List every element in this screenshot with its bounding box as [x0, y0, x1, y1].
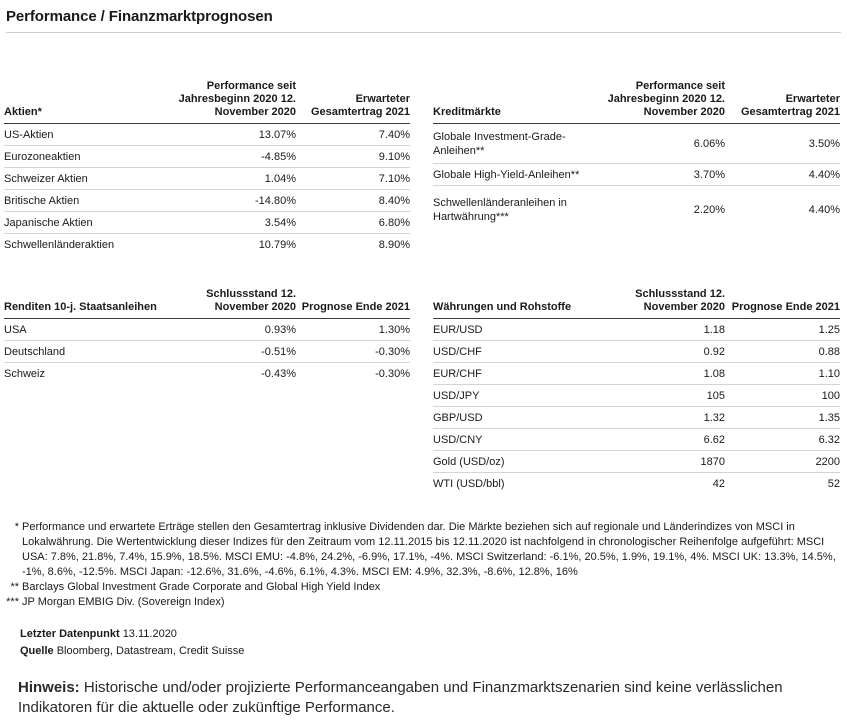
- cell-value: 4.40%: [808, 203, 840, 216]
- column-header: Renditen 10-j. Staatsanleihen: [4, 288, 174, 319]
- data-info: [20, 626, 244, 660]
- table-row: [433, 451, 840, 473]
- last-datapoint-value: 13.11.2020: [122, 628, 177, 640]
- source-value: Bloomberg, Datastream, Credit Suisse: [56, 645, 245, 657]
- footnote-2: [6, 580, 836, 595]
- table-row: [433, 319, 840, 341]
- cell-value: 4.40%: [725, 164, 840, 186]
- currencies-commodities-table: [433, 288, 840, 495]
- column-header: Performance seit Jahresbeginn 2020 12. November 2020: [603, 80, 725, 124]
- footnote-3: [6, 595, 836, 610]
- footnote-text: Performance und erwartete Erträge stellen den Gesamtertrag inklusive Dividenden dar. Die Märkte beziehen sich auf regionale und Länderindizes von MSCI in Lokalwährung. Die Wertentwicklung dieser Indizes für den Zeitraum vom 12.11.2015 bis 12.11.2020 ist nachfolgend in chronologischer Reihenfolge aufgeführt: MSCI USA: 7.8%, 21.8%, 7.4%, 15.9%, 18.5%. MSCI EMU: -4.8%, 24.2%, -6.9%, 17.1%, -4%. MSCI Switzerland: -6.1%, 20.5%, 1.9%, 19.1%, 4%. MSCI UK: 13.3%, 14.5%, -1%, 8.6%, -12.5%. MSCI Japan: -12.6%, 31.6%, -4.6%, 6.1%, 4.3%. MSCI EM: 4.9%, 32.3%, -8.6%, 12.8%, 16%: [22, 521, 836, 578]
- column-header: Erwarteter Gesamtertrag 2021: [296, 80, 410, 124]
- table-row: [433, 341, 840, 363]
- cell-value: 42: [712, 477, 725, 490]
- last-datapoint-label: Letzter Datenpunkt: [20, 628, 120, 640]
- cell-value: 8.90%: [378, 238, 410, 251]
- table-row: [433, 429, 840, 451]
- equities-table: [4, 80, 410, 256]
- row-label: USD/CHF: [433, 341, 603, 363]
- cell-value: 6.06%: [603, 124, 725, 164]
- cell-value: 3.70%: [603, 164, 725, 186]
- table-row: [433, 164, 840, 186]
- cell-value: 0.92: [603, 341, 725, 363]
- column-header: Schlussstand 12. November 2020: [174, 288, 296, 319]
- cell-value: 1.35: [725, 407, 840, 429]
- cell-value: -4.85%: [174, 146, 296, 168]
- footnote-mark: ***: [6, 596, 19, 608]
- last-datapoint: [20, 626, 244, 643]
- row-label: Eurozoneaktien: [4, 146, 174, 168]
- government-yields-table: [4, 288, 410, 385]
- column-header: Performance seit Jahresbeginn 2020 12. November 2020: [174, 80, 296, 124]
- cell-value: -0.51%: [174, 341, 296, 363]
- cell-value: 7.40%: [296, 124, 410, 146]
- cell-value: 105: [603, 385, 725, 407]
- cell-value: 2200: [725, 451, 840, 473]
- cell-value: -0.30%: [375, 367, 410, 380]
- footnote-1: [6, 520, 836, 580]
- cell-value: 1.04%: [174, 168, 296, 190]
- cell-value: -0.43%: [261, 367, 296, 380]
- table-row: [4, 168, 410, 190]
- row-label: EUR/CHF: [433, 363, 603, 385]
- row-label: Deutschland: [4, 341, 174, 363]
- cell-value: -14.80%: [174, 190, 296, 212]
- column-header: Kreditmärkte: [433, 80, 603, 124]
- column-header: Prognose Ende 2021: [296, 288, 410, 319]
- cell-value: 0.88: [725, 341, 840, 363]
- row-label: Globale Investment-Grade-Anleihen**: [433, 124, 603, 164]
- table-row: [433, 124, 840, 164]
- cell-value: 10.79%: [258, 238, 296, 251]
- source-label: Quelle: [20, 645, 54, 657]
- cell-value: 8.40%: [296, 190, 410, 212]
- table-row: [4, 212, 410, 234]
- disclaimer-label: Hinweis:: [18, 679, 80, 696]
- row-label: Gold (USD/oz): [433, 451, 603, 473]
- table-row: [4, 124, 410, 146]
- cell-value: 1870: [603, 451, 725, 473]
- table-row: [4, 341, 410, 363]
- row-label: WTI (USD/bbl): [433, 477, 505, 490]
- cell-value: 7.10%: [296, 168, 410, 190]
- row-label: Schwellenländeraktien: [4, 238, 115, 251]
- table-row: [433, 385, 840, 407]
- cell-value: 3.54%: [174, 212, 296, 234]
- row-label: Japanische Aktien: [4, 212, 174, 234]
- table-row: [433, 186, 840, 234]
- cell-value: 1.25: [725, 319, 840, 341]
- row-label: USD/JPY: [433, 385, 603, 407]
- row-label: USA: [4, 319, 174, 341]
- row-label: Schweiz: [4, 367, 45, 380]
- row-label: US-Aktien: [4, 124, 174, 146]
- row-label: Globale High-Yield-Anleihen**: [433, 164, 603, 186]
- footnote-mark: *: [14, 521, 19, 533]
- cell-value: 6.32: [725, 429, 840, 451]
- table-row: [433, 363, 840, 385]
- disclaimer: [18, 678, 838, 718]
- footnotes: [6, 520, 836, 610]
- column-header: Prognose Ende 2021: [725, 288, 840, 319]
- cell-value: 1.18: [603, 319, 725, 341]
- row-label: USD/CNY: [433, 429, 603, 451]
- column-header: Währungen und Rohstoffe: [433, 288, 603, 319]
- footnote-text: Barclays Global Investment Grade Corporate and Global High Yield Index: [22, 581, 381, 593]
- cell-value: 2.20%: [693, 203, 725, 216]
- cell-value: 6.62: [603, 429, 725, 451]
- cell-value: 9.10%: [296, 146, 410, 168]
- column-header: Aktien*: [4, 80, 174, 124]
- cell-value: 3.50%: [725, 124, 840, 164]
- row-label: Schweizer Aktien: [4, 168, 174, 190]
- page-title: Performance / Finanzmarktprognosen: [6, 8, 273, 25]
- table-row: [4, 146, 410, 168]
- cell-value: 13.07%: [174, 124, 296, 146]
- column-header: Erwarteter Gesamtertrag 2021: [725, 80, 840, 124]
- cell-value: 1.30%: [296, 319, 410, 341]
- cell-value: 6.80%: [296, 212, 410, 234]
- table-row: [4, 363, 410, 385]
- column-header: Schlussstand 12. November 2020: [603, 288, 725, 319]
- table-row: [433, 473, 840, 495]
- cell-value: 1.32: [603, 407, 725, 429]
- table-row: [4, 190, 410, 212]
- disclaimer-text: Historische und/oder projizierte Performanceangaben und Finanzmarktszenarien sind keine verlässlichen Indikatoren für die aktuelle oder zukünftige Performance.: [18, 679, 783, 716]
- cell-value: 1.08: [603, 363, 725, 385]
- table-row: [433, 407, 840, 429]
- table-row: [4, 319, 410, 341]
- cell-value: 0.93%: [174, 319, 296, 341]
- cell-value: 100: [725, 385, 840, 407]
- source: [20, 643, 244, 660]
- cell-value: -0.30%: [296, 341, 410, 363]
- credit-markets-table: [433, 80, 840, 234]
- cell-value: 1.10: [725, 363, 840, 385]
- row-label: Schwellenländeranleihen in Hartwährung***: [433, 196, 567, 223]
- cell-value: 52: [827, 477, 840, 490]
- row-label: Britische Aktien: [4, 190, 174, 212]
- title-divider: [6, 32, 841, 33]
- row-label: EUR/USD: [433, 319, 603, 341]
- row-label: GBP/USD: [433, 407, 603, 429]
- footnote-text: JP Morgan EMBIG Div. (Sovereign Index): [22, 596, 225, 608]
- footnote-mark: **: [10, 581, 19, 593]
- table-row: [4, 234, 410, 256]
